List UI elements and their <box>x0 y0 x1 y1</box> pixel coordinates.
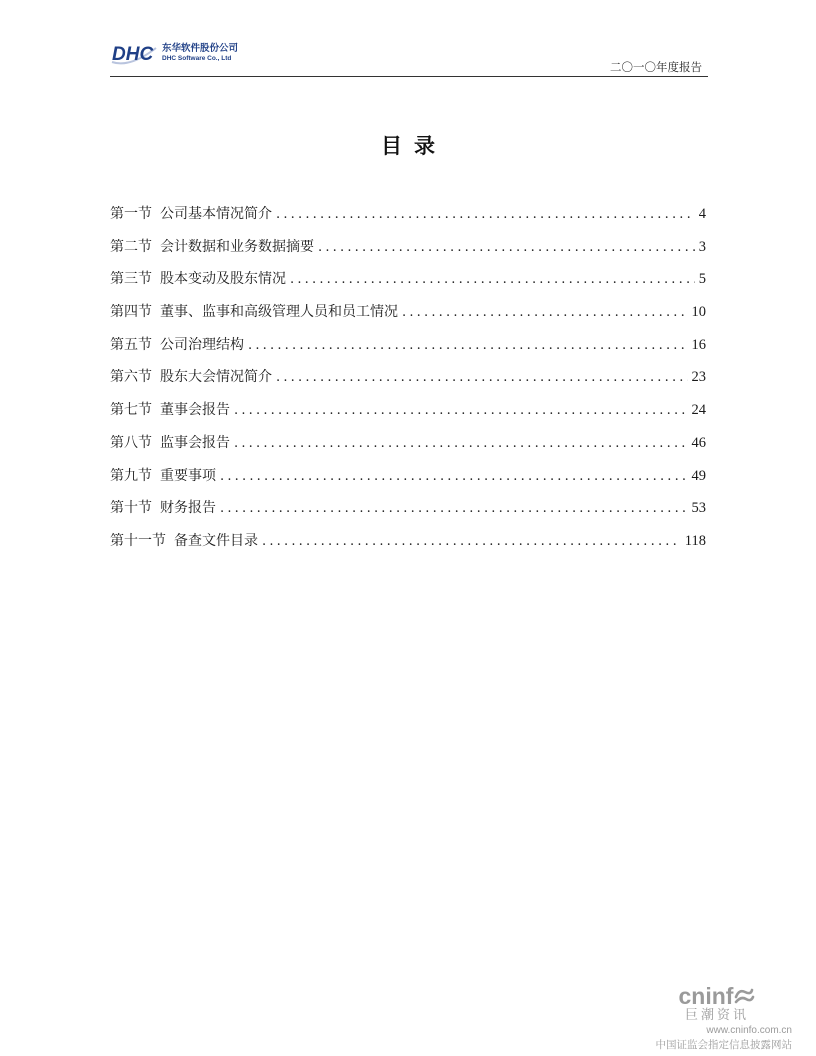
toc-section-number: 第五节 <box>110 336 152 353</box>
toc-leader-dots <box>234 403 688 418</box>
toc-page-number: 4 <box>698 206 706 222</box>
toc-entry[interactable] <box>110 530 706 563</box>
toc-section-number: 第二节 <box>110 238 152 255</box>
toc-section-name: 股本变动及股东情况 <box>160 271 286 288</box>
watermark-cn-name: 巨潮资讯 <box>684 1008 749 1023</box>
report-year: 二〇一〇年度报告 <box>610 60 702 74</box>
toc-section-number: 第四节 <box>110 304 152 321</box>
toc-page-number: 10 <box>691 304 706 321</box>
toc-page-number: 53 <box>691 500 706 517</box>
toc-entry[interactable] <box>110 432 706 465</box>
toc-section-name: 股东大会情况简介 <box>160 369 272 386</box>
toc-leader-dots <box>220 469 688 484</box>
watermark-swirl-icon <box>733 988 755 1006</box>
toc-page-number: 16 <box>691 336 706 353</box>
toc-leader-dots <box>276 207 695 222</box>
toc-leader-dots <box>402 305 688 320</box>
toc-page-number: 3 <box>698 238 706 255</box>
toc-section-name: 董事、监事和高级管理人员和员工情况 <box>160 304 398 321</box>
toc-entry[interactable] <box>110 465 706 498</box>
toc-page-number: 118 <box>684 532 706 549</box>
toc-entry[interactable] <box>110 334 706 367</box>
toc-section-name: 公司治理结构 <box>160 336 244 353</box>
toc-leader-dots <box>276 370 688 385</box>
toc-entry[interactable] <box>110 301 706 334</box>
toc-entry[interactable] <box>110 366 706 399</box>
toc-entry[interactable] <box>110 497 706 530</box>
toc-title: 目录 <box>381 134 447 158</box>
cninfo-watermark <box>642 984 792 1052</box>
toc-section-name: 董事会报告 <box>160 402 230 419</box>
toc-section-number: 第六节 <box>110 369 152 386</box>
toc-entry[interactable] <box>110 268 706 301</box>
toc-page-number: 49 <box>691 467 706 484</box>
toc-section-name: 重要事项 <box>160 467 216 484</box>
toc-section-name: 会计数据和业务数据摘要 <box>160 238 314 255</box>
toc-section-number: 第三节 <box>110 271 152 288</box>
watermark-tagline: 中国证监会指定信息披露网站 <box>655 1039 792 1051</box>
toc-section-name: 备查文件目录 <box>174 532 258 549</box>
toc-leader-dots <box>290 272 695 287</box>
toc-leader-dots <box>318 240 695 255</box>
toc-section-number: 第八节 <box>110 434 152 451</box>
watermark-logo <box>642 984 792 1008</box>
toc-section-name: 财务报告 <box>160 500 216 517</box>
toc-leader-dots <box>234 436 688 451</box>
toc-section-number: 第九节 <box>110 467 152 484</box>
toc-entry[interactable] <box>110 399 706 432</box>
toc-section-number: 第十一节 <box>110 532 166 549</box>
toc-section-name: 公司基本情况简介 <box>160 206 272 222</box>
toc-entry[interactable] <box>110 236 706 269</box>
toc-page-number: 46 <box>691 434 706 451</box>
toc-entry[interactable] <box>110 203 706 236</box>
toc-section-number: 第一节 <box>110 206 152 222</box>
page-header <box>110 40 708 77</box>
toc-list <box>110 203 706 563</box>
toc-leader-dots <box>220 501 688 516</box>
toc-page-number: 5 <box>698 271 706 288</box>
toc-section-number: 第十节 <box>110 500 152 517</box>
logo-text <box>162 43 238 63</box>
toc-leader-dots <box>262 534 681 549</box>
toc-page-number: 24 <box>691 402 706 419</box>
company-name-cn: 东华软件股份公司 <box>162 43 239 54</box>
watermark-url: www.cninfo.com.cn <box>706 1025 792 1036</box>
toc-section-name: 监事会报告 <box>160 434 230 451</box>
company-name-en: DHC Software Co., Ltd <box>162 55 232 62</box>
toc-page-number: 23 <box>691 369 706 386</box>
toc-section-number: 第七节 <box>110 402 152 419</box>
toc-leader-dots <box>248 338 688 353</box>
logo-mark: DHC <box>112 44 154 65</box>
watermark-logo-text: cninf <box>678 983 734 1009</box>
